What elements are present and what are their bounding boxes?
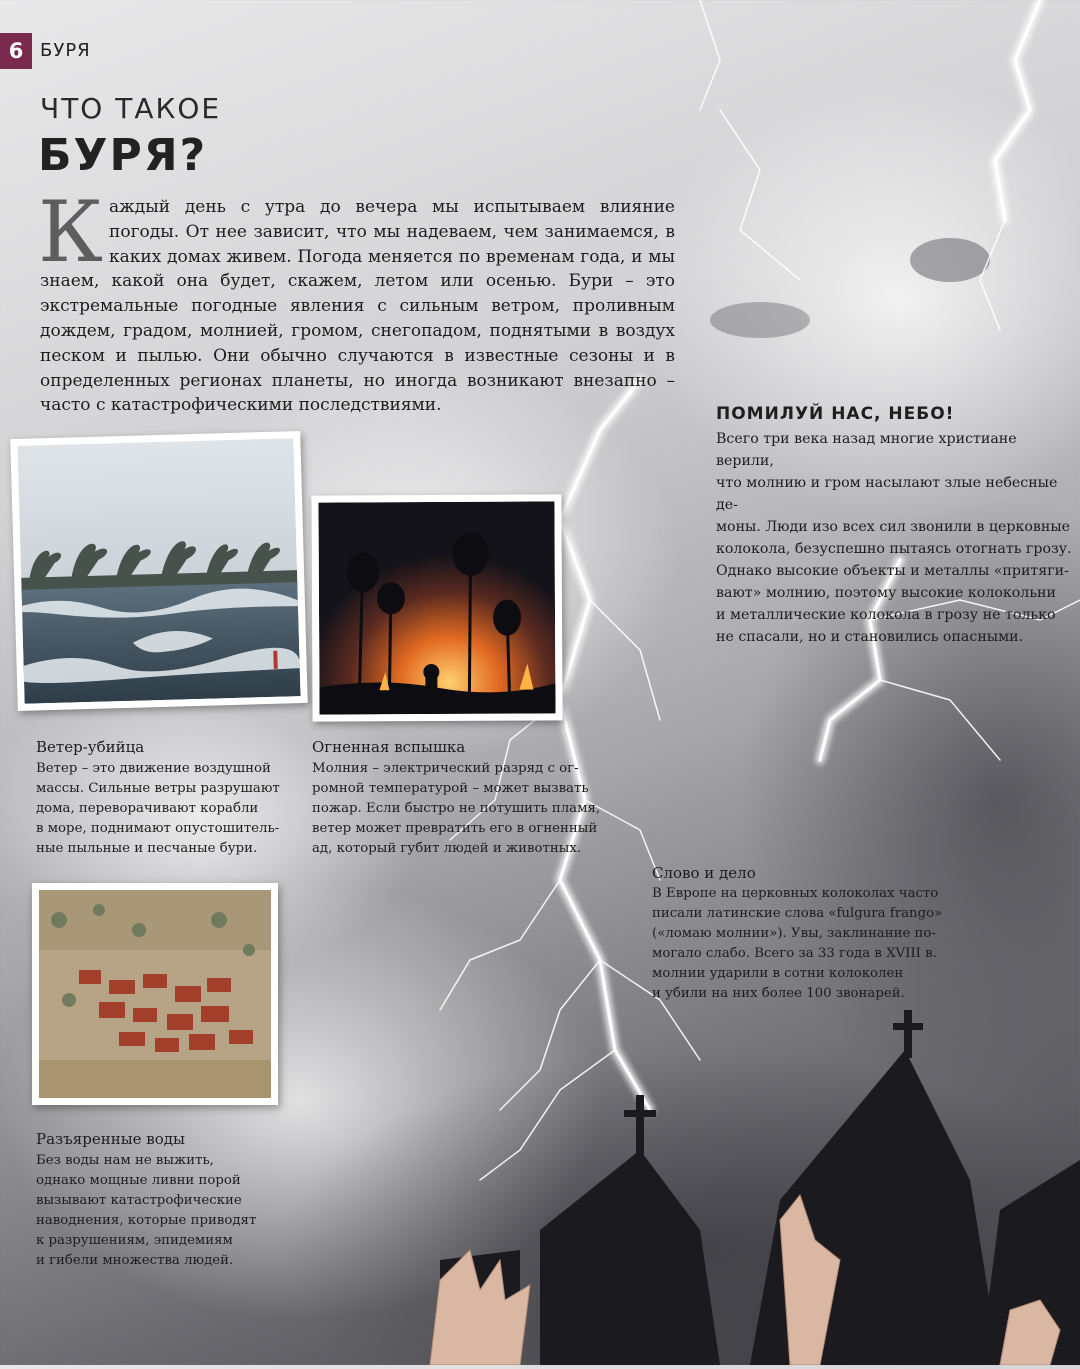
dropcap-letter: К bbox=[38, 183, 104, 281]
caption-line: дома, переворачивают корабли bbox=[36, 801, 259, 816]
photo-forest-fire bbox=[311, 494, 562, 721]
caption-fire-title: Огненная вспышка bbox=[312, 738, 466, 756]
caption-word-title: Слово и дело bbox=[652, 864, 756, 882]
caption-line: В Европе на церковных колоколах часто bbox=[652, 886, 939, 901]
sidebar-line: вают» молнию, поэтому высокие колокольни bbox=[716, 585, 1056, 601]
caption-line: и убили на них более 100 звонарей. bbox=[652, 986, 905, 1001]
caption-fire-text bbox=[312, 759, 612, 859]
sidebar-text bbox=[716, 428, 1076, 648]
photo-storm-sea bbox=[10, 431, 307, 711]
caption-wind-title: Ветер-убийца bbox=[36, 738, 145, 756]
caption-wind-text bbox=[36, 759, 296, 859]
caption-line: и гибели множества людей. bbox=[36, 1253, 234, 1268]
caption-line: к разрушениям, эпидемиям bbox=[36, 1233, 233, 1248]
sidebar-line: и металлические колокола в грозу не только bbox=[716, 607, 1056, 623]
intro-text: аждый день с утра до вечера мы испытываем влияние погоды. От нее зависит, что мы надеваем, чем занимаемся, в каких домах живем. Погода меняется по временам года, и мы знаем, какой она будет, скажем, летом или осенью. Бури – это экстремальные погодные явления с сильным ветром, проливным дождем, градом, молнией, громом, снегопадом, поднятыми в воздух песком и пылью. Они обычно случаются в известные сезоны и в определенных регионах планеты, но иногда возникают внезапно – часто с катастрофическими последствиями. bbox=[40, 197, 675, 416]
caption-line: однако мощные ливни порой bbox=[36, 1173, 241, 1188]
caption-line: Ветер – это движение воздушной bbox=[36, 761, 271, 776]
page-number-tab: 6 bbox=[0, 33, 32, 69]
section-label: БУРЯ bbox=[40, 40, 91, 61]
caption-word-text bbox=[652, 884, 962, 1004]
caption-line: ромной температурой – может вызвать bbox=[312, 781, 589, 796]
caption-water-text bbox=[36, 1151, 276, 1271]
sidebar-heading: ПОМИЛУЙ НАС, НЕБО! bbox=[716, 404, 955, 424]
caption-line: вызывают катастрофические bbox=[36, 1193, 242, 1208]
sidebar-line: Однако высокие объекты и металлы «притяги- bbox=[716, 563, 1069, 579]
intro-paragraph bbox=[38, 183, 675, 418]
caption-line: Без воды нам не выжить, bbox=[36, 1153, 214, 1168]
sidebar-line: что молнию и гром насылают злые небесные де- bbox=[716, 475, 1058, 513]
photo-flood bbox=[32, 883, 278, 1105]
sidebar-line: не спасали, но и становились опасными. bbox=[716, 629, 1024, 645]
caption-line: Молния – электрический разряд с ог- bbox=[312, 761, 579, 776]
caption-water-title: Разъяренные воды bbox=[36, 1130, 185, 1148]
sidebar-line: моны. Люди изо всех сил звонили в церковные bbox=[716, 519, 1071, 535]
caption-line: писали латинские слова «fulgura frango» bbox=[652, 906, 943, 921]
caption-line: («ломаю молнии»). Увы, заклинание по- bbox=[652, 926, 936, 941]
caption-line: ад, который губит людей и животных. bbox=[312, 841, 582, 856]
sidebar-line: колокола, безуспешно пытаясь отогнать грозу. bbox=[716, 541, 1072, 557]
caption-line: молнии ударили в сотни колоколен bbox=[652, 966, 904, 981]
caption-line: ные пыльные и песчаные бури. bbox=[36, 841, 258, 856]
caption-line: пожар. Если быстро не потушить пламя, bbox=[312, 801, 601, 816]
sidebar-line: Всего три века назад многие христиане верили, bbox=[716, 431, 1017, 469]
caption-line: массы. Сильные ветры разрушают bbox=[36, 781, 280, 796]
caption-line: в море, поднимают опустошитель- bbox=[36, 821, 280, 836]
caption-line: наводнения, которые приводят bbox=[36, 1213, 257, 1228]
page-title-line1: ЧТО ТАКОЕ bbox=[40, 92, 222, 125]
caption-line: ветер может превратить его в огненный bbox=[312, 821, 598, 836]
page-title-line2: БУРЯ? bbox=[38, 130, 208, 181]
caption-line: могало слабо. Всего за 33 года в XVIII в. bbox=[652, 946, 937, 961]
